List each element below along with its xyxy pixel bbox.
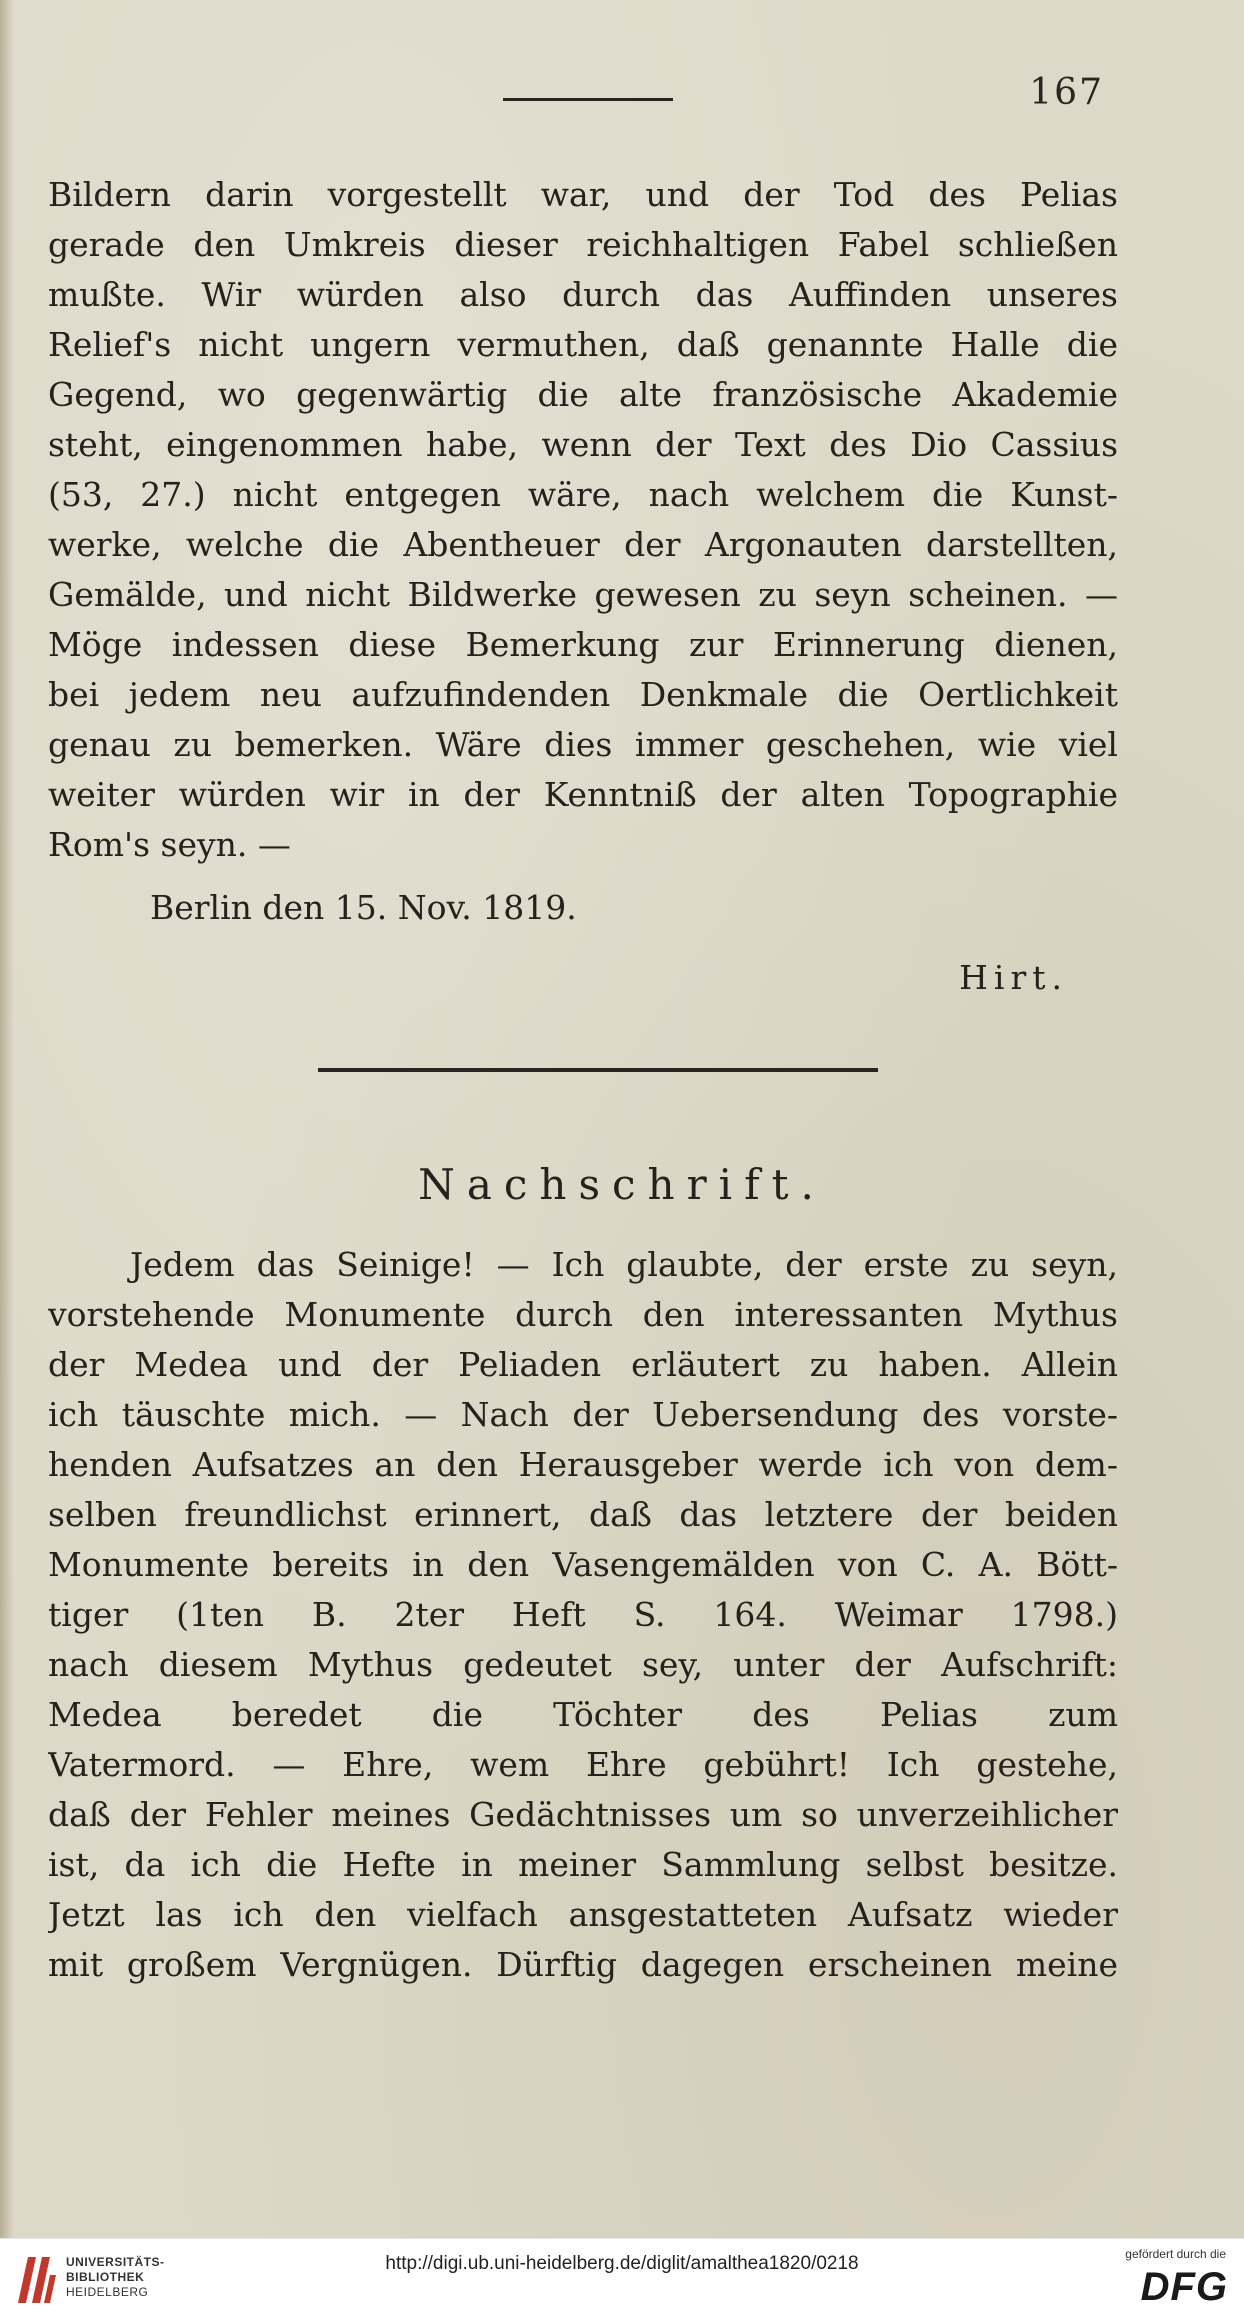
text-line: Vatermord. — Ehre, wem Ehre gebührt! Ich gestehe, [48,1745,1118,1784]
text-line: der Medea und der Peliaden erläutert zu haben. Allein [48,1345,1118,1384]
text-line: Relief's nicht ungern vermuthen, daß genannte Halle die [48,325,1118,364]
text-line: selben freundlichst erinnert, daß das letztere der beiden [48,1495,1118,1534]
text-line: Gemälde, und nicht Bildwerke gewesen zu seyn scheinen. — [48,575,1118,614]
text-line: Medea beredet die Töchter des Pelias zum [48,1695,1118,1734]
dfg-logo: DFG [1140,2265,1228,2309]
library-name-line: BIBLIOTHEK [66,2270,145,2284]
text-line: ich täuschte mich. — Nach der Uebersendung des vorste- [48,1395,1118,1434]
viewer-footer [0,2238,1244,2321]
text-line: Gegend, wo gegenwärtig die alte französische Akademie [48,375,1118,414]
text-line: Jetzt las ich den vielfach ansgestatteten Aufsatz wieder [48,1895,1118,1934]
dateline: Berlin den 15. Nov. 1819. [150,888,577,927]
text-line: mußte. Wir würden also durch das Auffinden unseres [48,275,1118,314]
page-number: 167 [1029,72,1104,113]
paragraph-2 [48,1240,1118,1990]
text-line: mit großem Vergnügen. Dürftig dagegen erscheinen meine [48,1945,1118,1984]
text-line: Bildern darin vorgestellt war, und der Tod des Pelias [48,175,1118,214]
text-line: Möge indessen diese Bemerkung zur Erinnerung dienen, [48,625,1118,664]
text-line: bei jedem neu aufzufindenden Denkmale die Oertlichkeit [48,675,1118,714]
text-line: gerade den Umkreis dieser reichhaltigen Fabel schließen [48,225,1118,264]
text-line: Monumente bereits in den Vasengemälden von C. A. Bött- [48,1545,1118,1584]
section-divider [318,1068,878,1072]
text-line: weiter würden wir in der Kenntniß der alten Topographie [48,775,1118,814]
text-line: steht, eingenommen habe, wenn der Text des Dio Cassius [48,425,1118,464]
author-signature: Hirt. [959,958,1068,997]
funded-by-label: gefördert durch die [1125,2247,1226,2261]
text-line: ist, da ich die Hefte in meiner Sammlung selbst besitze. [48,1845,1118,1884]
paragraph-1 [48,170,1118,870]
section-heading: Nachschrift. [418,1160,826,1209]
text-line: nach diesem Mythus gedeutet sey, unter der Aufschrift: [48,1645,1118,1684]
library-name-line: UNIVERSITÄTS- [66,2255,165,2269]
text-line: genau zu bemerken. Wäre dies immer geschehen, wie viel [48,725,1118,764]
text-line: Rom's seyn. — [48,825,291,864]
text-line: werke, welche die Abentheuer der Argonauten darstellten, [48,525,1118,564]
header-rule [503,98,673,101]
permalink-url[interactable]: http://digi.ub.uni-heidelberg.de/diglit/amalthea1820/0218 [385,2253,859,2274]
page-gutter-shadow [0,0,14,2238]
text-line: daß der Fehler meines Gedächtnisses um so unverzeihlicher [48,1795,1118,1834]
library-name-line: HEIDELBERG [66,2285,149,2299]
text-line: henden Aufsatzes an den Herausgeber werde ich von dem- [48,1445,1118,1484]
text-line: tiger (1ten B. 2ter Heft S. 164. Weimar 1798.) [48,1595,1118,1634]
text-line: (53, 27.) nicht entgegen wäre, nach welchem die Kunst- [48,475,1118,514]
text-line: Jedem das Seinige! — Ich glaubte, der erste zu seyn, [130,1245,1118,1284]
text-line: vorstehende Monumente durch den interessanten Mythus [48,1295,1118,1334]
